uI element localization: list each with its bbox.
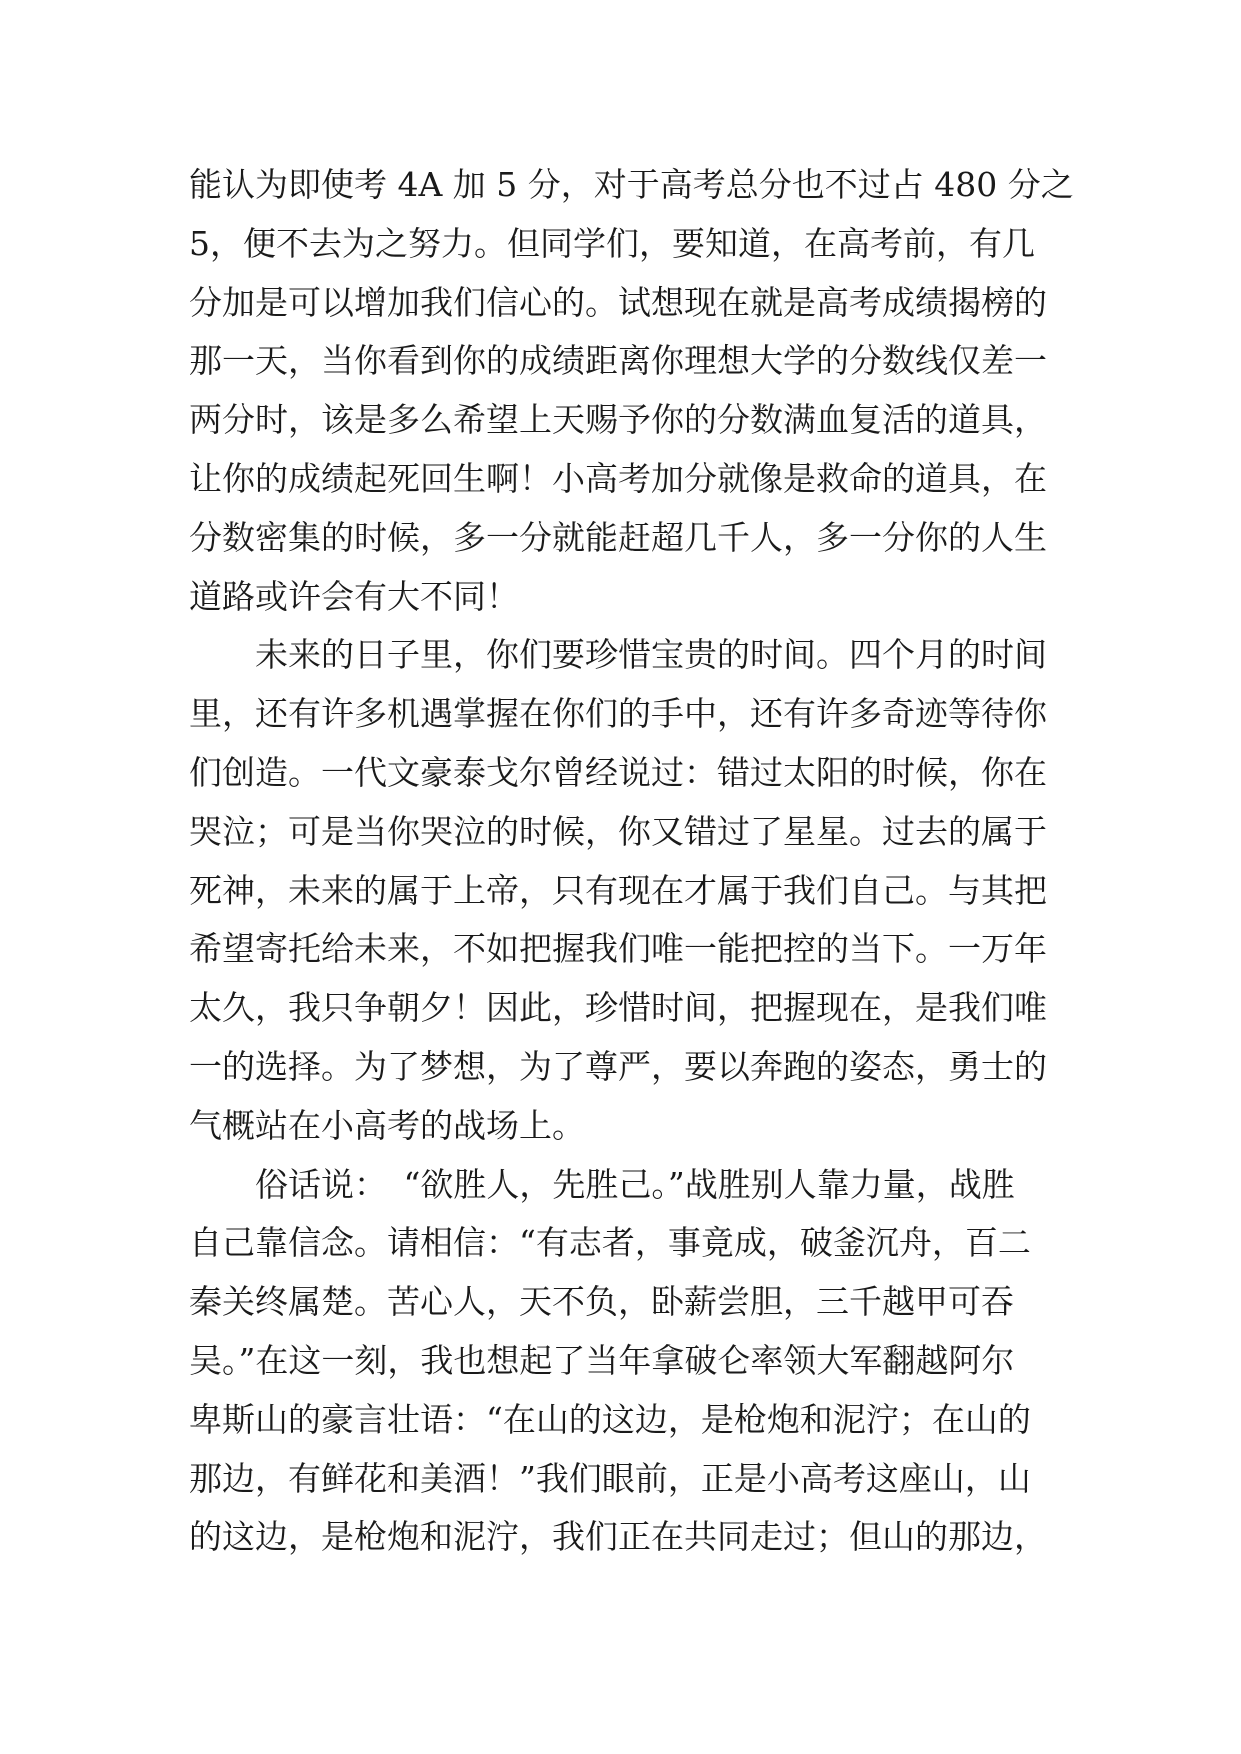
text-line: 里，还有许多机遇掌握在你们的手中，还有许多奇迹等待你: [189, 694, 1047, 734]
text-line: 未来的日子里，你们要珍惜宝贵的时间。四个月的时间: [189, 635, 1047, 675]
text-line: 太久，我只争朝夕！因此，珍惜时间，把握现在，是我们唯: [189, 988, 1047, 1028]
text-line: 哭泣；可是当你哭泣的时候，你又错过了星星。过去的属于: [189, 811, 1047, 851]
text-line: 死神，未来的属于上帝，只有现在才属于我们自己。与其把: [189, 870, 1047, 910]
text-line: 吴。”在这一刻，我也想起了当年拿破仑率领大军翻越阿尔: [189, 1340, 1015, 1380]
text-line: 俗话说： “欲胜人，先胜己。”战胜别人靠力量，战胜: [189, 1164, 1015, 1204]
text-line: 分加是可以增加我们信心的。试想现在就是高考成绩揭榜的: [189, 282, 1047, 322]
text-line: 卑斯山的豪言壮语：“在山的这边，是枪炮和泥泞；在山的: [189, 1399, 1031, 1439]
text-line: 气概站在小高考的战场上。: [189, 1105, 585, 1145]
text-line: 一的选择。为了梦想，为了尊严，要以奔跑的姿态，勇士的: [189, 1046, 1047, 1086]
text-line: 那一天，当你看到你的成绩距离你理想大学的分数线仅差一: [189, 341, 1047, 381]
text-line: 自己靠信念。请相信：“有志者，事竟成，破釜沉舟，百二: [189, 1223, 1031, 1263]
document-body: [189, 156, 1074, 1567]
text-line: 的这边，是枪炮和泥泞，我们正在共同走过；但山的那边，: [189, 1517, 1047, 1557]
text-line: 5，便不去为之努力。但同学们，要知道，在高考前，有几: [189, 223, 1035, 263]
text-line: 那边，有鲜花和美酒！”我们眼前，正是小高考这座山，山: [189, 1458, 1031, 1498]
text-line: 希望寄托给未来，不如把握我们唯一能把控的当下。一万年: [189, 929, 1047, 969]
text-line: 道路或许会有大不同！: [189, 576, 519, 616]
text-line: 分数密集的时候，多一分就能赶超几千人，多一分你的人生: [189, 517, 1047, 557]
text-line: 两分时，该是多么希望上天赐予你的分数满血复活的道具，: [189, 400, 1047, 440]
text-line: 们创造。一代文豪泰戈尔曾经说过：错过太阳的时候，你在: [189, 752, 1047, 792]
text-line: 秦关终属楚。苦心人，天不负，卧薪尝胆，三千越甲可吞: [189, 1282, 1014, 1322]
text-line: 能认为即使考 4A 加 5 分，对于高考总分也不过占 480 分之: [189, 165, 1074, 204]
text-line: 让你的成绩起死回生啊！小高考加分就像是救命的道具，在: [189, 458, 1047, 498]
